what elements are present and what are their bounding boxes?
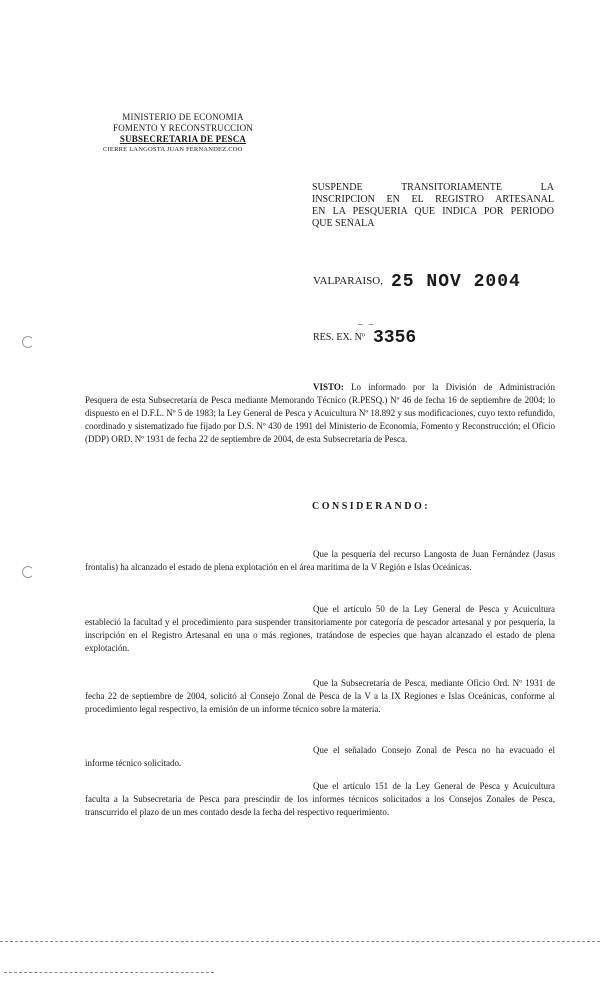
considerando-lead: Que la pesquería del recurso Langosta de Juan [313, 549, 489, 559]
considerando-lead: Que el artículo 50 de la Ley General de Pesca y [313, 604, 509, 614]
reference-code: CIERRE LANGOSTA JUAN FERNANDEZ.COO [103, 146, 243, 153]
summary-line: INSCRIPCION EN EL REGISTRO ARTESANAL [312, 194, 554, 205]
considerando-text: Fernández (Jasus frontalis) ha alcanzado el estado de plena explotación en el área marítima de la V Región e Islas Oceánicas. [85, 549, 555, 572]
considerando-text: Nº 1931 de fecha 22 de septiembre de 2004, solicitó al Consejo Zonal de Pesca de la V a la IX Regiones e Islas Oceánicas, conforme al procedimiento legal respectivo, la emisión de un informe técnico sobre la materia. [85, 678, 555, 714]
summary-line: EN LA PESQUERIA QUE INDICA POR PERIODO [312, 206, 554, 217]
visto-text: Lo informado por la División de Administración Pesquera de esta Subsecretaría de Pesca mediante Memorando Técnico (R.PESQ.) Nº 46 de fecha 16 de septiembre de 2004; lo dispuesto en el D.F.L. Nº 5 de 1983; la Ley General de Pesca y Acuicultura Nº 18.892 y sus modificaciones, cuyo texto refundido, coordinado y sistematizado fue fijado por D.S. Nº 430 de 1991 del Ministerio de Economía, Fomento y Reconstrucción; el Oficio (DDP) ORD. Nº 1931 de fecha 22 de septiembre de 2004, de esta Subsecretaría de Pesca. [85, 382, 555, 444]
resolution-summary [312, 182, 554, 230]
visto-label: VISTO: [313, 382, 344, 392]
punch-hole-mark [22, 336, 34, 348]
considerando-lead: Que la Subsecretaría de Pesca, mediante Oficio Ord. [313, 678, 510, 688]
considerando-lead: Que el artículo 151 de la Ley General de Pesca y [313, 781, 509, 791]
ministry-line-1: MINISTERIO DE ECONOMIA [122, 112, 244, 122]
subsecretaria-line: SUBSECRETARIA DE PESCA [119, 134, 247, 144]
scan-edge-line [4, 972, 214, 973]
considerando-paragraph [85, 603, 555, 655]
summary-line: SUSPENDE TRANSITORIAMENTE LA [312, 182, 554, 193]
visto-paragraph [85, 381, 555, 446]
considerando-lead: Que el señalado Consejo Zonal de Pesca no ha [313, 745, 505, 755]
resolution-number: 3356 [373, 328, 417, 348]
considerando-paragraph [85, 780, 555, 819]
considerando-text: Acuicultura faculta a la Subsecretaría de Pesca para prescindir de los informes técnicos solicitados a los Consejos Zonales de Pesca, transcurrido el plazo de un mes contado desde la fecha del respectivo requerimiento. [85, 781, 555, 817]
summary-line: QUE SEÑALA [312, 218, 375, 229]
scan-edge-line [0, 941, 600, 942]
considerando-paragraph [85, 744, 555, 770]
considerando-paragraph [85, 677, 555, 716]
stamp-dashes: – – [358, 319, 376, 329]
punch-hole-mark [22, 566, 34, 578]
considerando-paragraph [85, 548, 555, 574]
date-stamp: 25 NOV 2004 [391, 272, 521, 292]
considerando-text: evacuado el informe técnico solicitado. [85, 745, 555, 768]
place-and-date [313, 271, 521, 292]
resolution-label: RES. EX. Nº [313, 332, 365, 343]
ministry-line-2: FOMENTO Y RECONSTRUCCION [113, 123, 253, 133]
place-label: VALPARAISO, [313, 275, 383, 287]
considerando-heading: CONSIDERANDO: [312, 501, 431, 512]
considerando-text: Acuicultura estableció la facultad y el procedimiento para suspender transitoriamente por categoría de pescador artesanal y por pesquería, la inscripción en el Registro Artesanal en una o más regiones, tratándose de especies que hayan alcanzado el estado de plena explotación. [85, 604, 555, 653]
resolution-number-line [313, 327, 416, 348]
letterhead [103, 112, 263, 154]
